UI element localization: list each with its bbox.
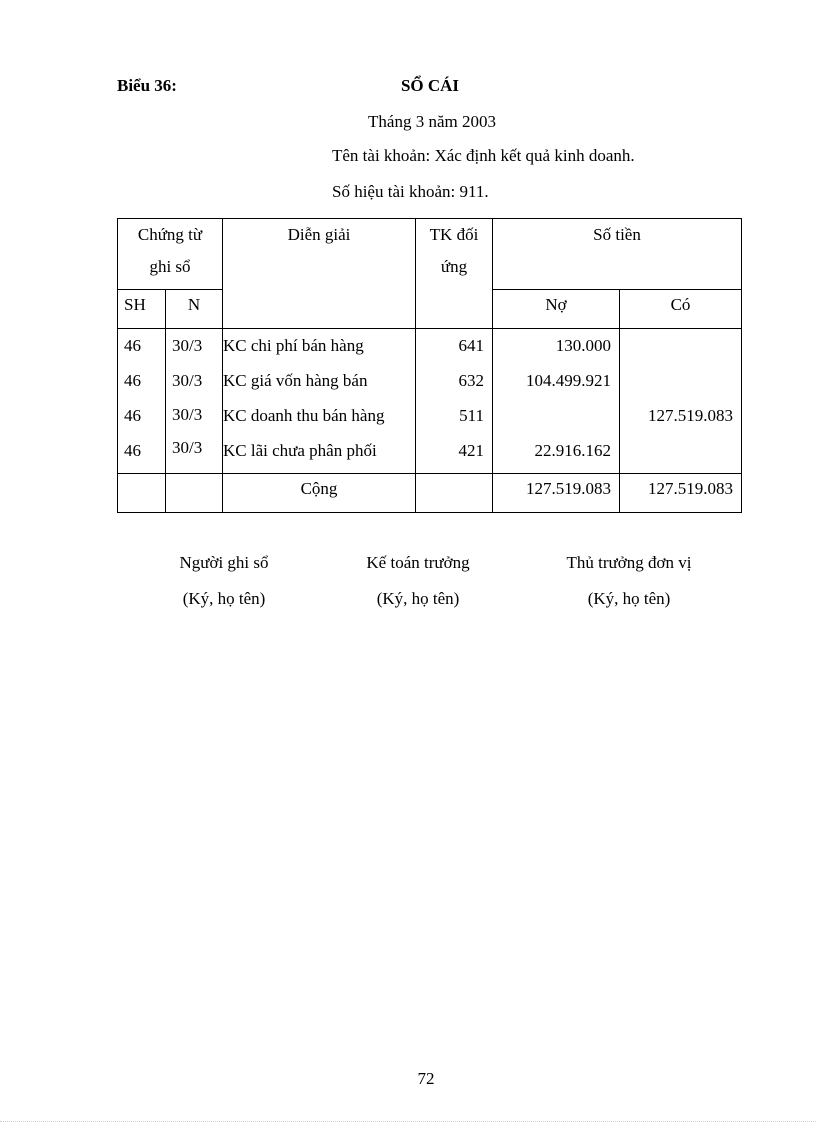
- signature-note: (Ký, họ tên): [182, 589, 266, 608]
- table-cell: KC doanh thu bán hàng: [223, 406, 385, 425]
- header-row-1: [118, 219, 742, 290]
- ledger-table: [117, 218, 742, 513]
- voucher-header-line1: Chứng từ: [137, 225, 203, 244]
- signature-block-recorder: [124, 553, 324, 609]
- n-header: N: [166, 290, 223, 329]
- entries-row: [118, 329, 742, 474]
- table-cell: 127.519.083: [648, 406, 734, 425]
- voucher-header-line2: ghi sổ: [149, 257, 191, 276]
- contra-account-column: [416, 329, 493, 474]
- signature-title: Kế toán trưởng: [366, 553, 470, 572]
- n-column: [166, 329, 223, 474]
- debit-header: Nợ: [493, 290, 620, 329]
- sh-header: SH: [118, 290, 166, 329]
- table-cell: [118, 474, 166, 513]
- total-label: Cộng: [223, 474, 416, 513]
- contra-account-header: [416, 219, 493, 329]
- total-debit: 127.519.083: [493, 474, 620, 513]
- page-number: 72: [417, 1069, 435, 1088]
- table-cell: 641: [458, 336, 484, 355]
- table-cell: 30/3: [172, 438, 203, 457]
- table-cell: KC lãi chưa phân phối: [223, 441, 377, 460]
- contra-header-line1: TK đối: [429, 225, 479, 244]
- signature-block-director: [529, 553, 729, 609]
- credit-column: [620, 329, 742, 474]
- account-number: Số hiệu tài khoản: 911.: [332, 182, 489, 201]
- total-credit: 127.519.083: [620, 474, 742, 513]
- table-cell: [620, 366, 733, 401]
- total-row: [118, 474, 742, 513]
- page-bottom-rule: [0, 1121, 816, 1122]
- table-cell: 22.916.162: [534, 441, 611, 460]
- description-header-text: Diễn giải: [287, 225, 351, 244]
- table-cell: 30/3: [172, 336, 203, 355]
- signature-title: Người ghi sổ: [179, 553, 269, 572]
- table-cell: KC giá vốn hàng bán: [223, 371, 368, 390]
- table-cell: 30/3: [172, 371, 203, 390]
- sh-column: [118, 329, 166, 474]
- table-cell: [166, 474, 223, 513]
- table-cell: 632: [458, 371, 484, 390]
- table-cell: 46: [124, 336, 141, 355]
- table-cell: 30/3: [172, 405, 203, 424]
- amount-header: [493, 219, 742, 290]
- table-cell: 421: [458, 441, 484, 460]
- table-cell: 46: [124, 371, 141, 390]
- signature-note: (Ký, họ tên): [587, 589, 671, 608]
- signature-note: (Ký, họ tên): [376, 589, 460, 608]
- document-label: Biểu 36:: [117, 76, 177, 95]
- description-header: [223, 219, 416, 329]
- voucher-header: [118, 219, 223, 290]
- period: Tháng 3 năm 2003: [368, 112, 496, 131]
- table-cell: [620, 331, 733, 366]
- table-cell: 46: [124, 406, 141, 425]
- table-cell: 511: [459, 406, 484, 425]
- table-cell: [416, 474, 493, 513]
- contra-header-line2: ứng: [440, 257, 468, 276]
- signature-block-chief-accountant: [318, 553, 518, 609]
- debit-column: [493, 329, 620, 474]
- signature-title: Thủ trưởng đơn vị: [566, 553, 692, 572]
- account-name: Tên tài khoản: Xác định kết quả kinh doanh.: [332, 146, 635, 165]
- table-cell: [620, 436, 733, 471]
- table-cell: 46: [124, 441, 141, 460]
- description-column: [223, 329, 416, 474]
- amount-header-text: Số tiền: [593, 225, 641, 244]
- table-cell: KC chi phí bán hàng: [223, 336, 364, 355]
- table-cell: 104.499.921: [526, 371, 611, 390]
- table-cell: 130.000: [555, 336, 611, 355]
- credit-header: Có: [620, 290, 742, 329]
- table-cell: [493, 401, 611, 436]
- document-title: SỔ CÁI: [400, 76, 460, 95]
